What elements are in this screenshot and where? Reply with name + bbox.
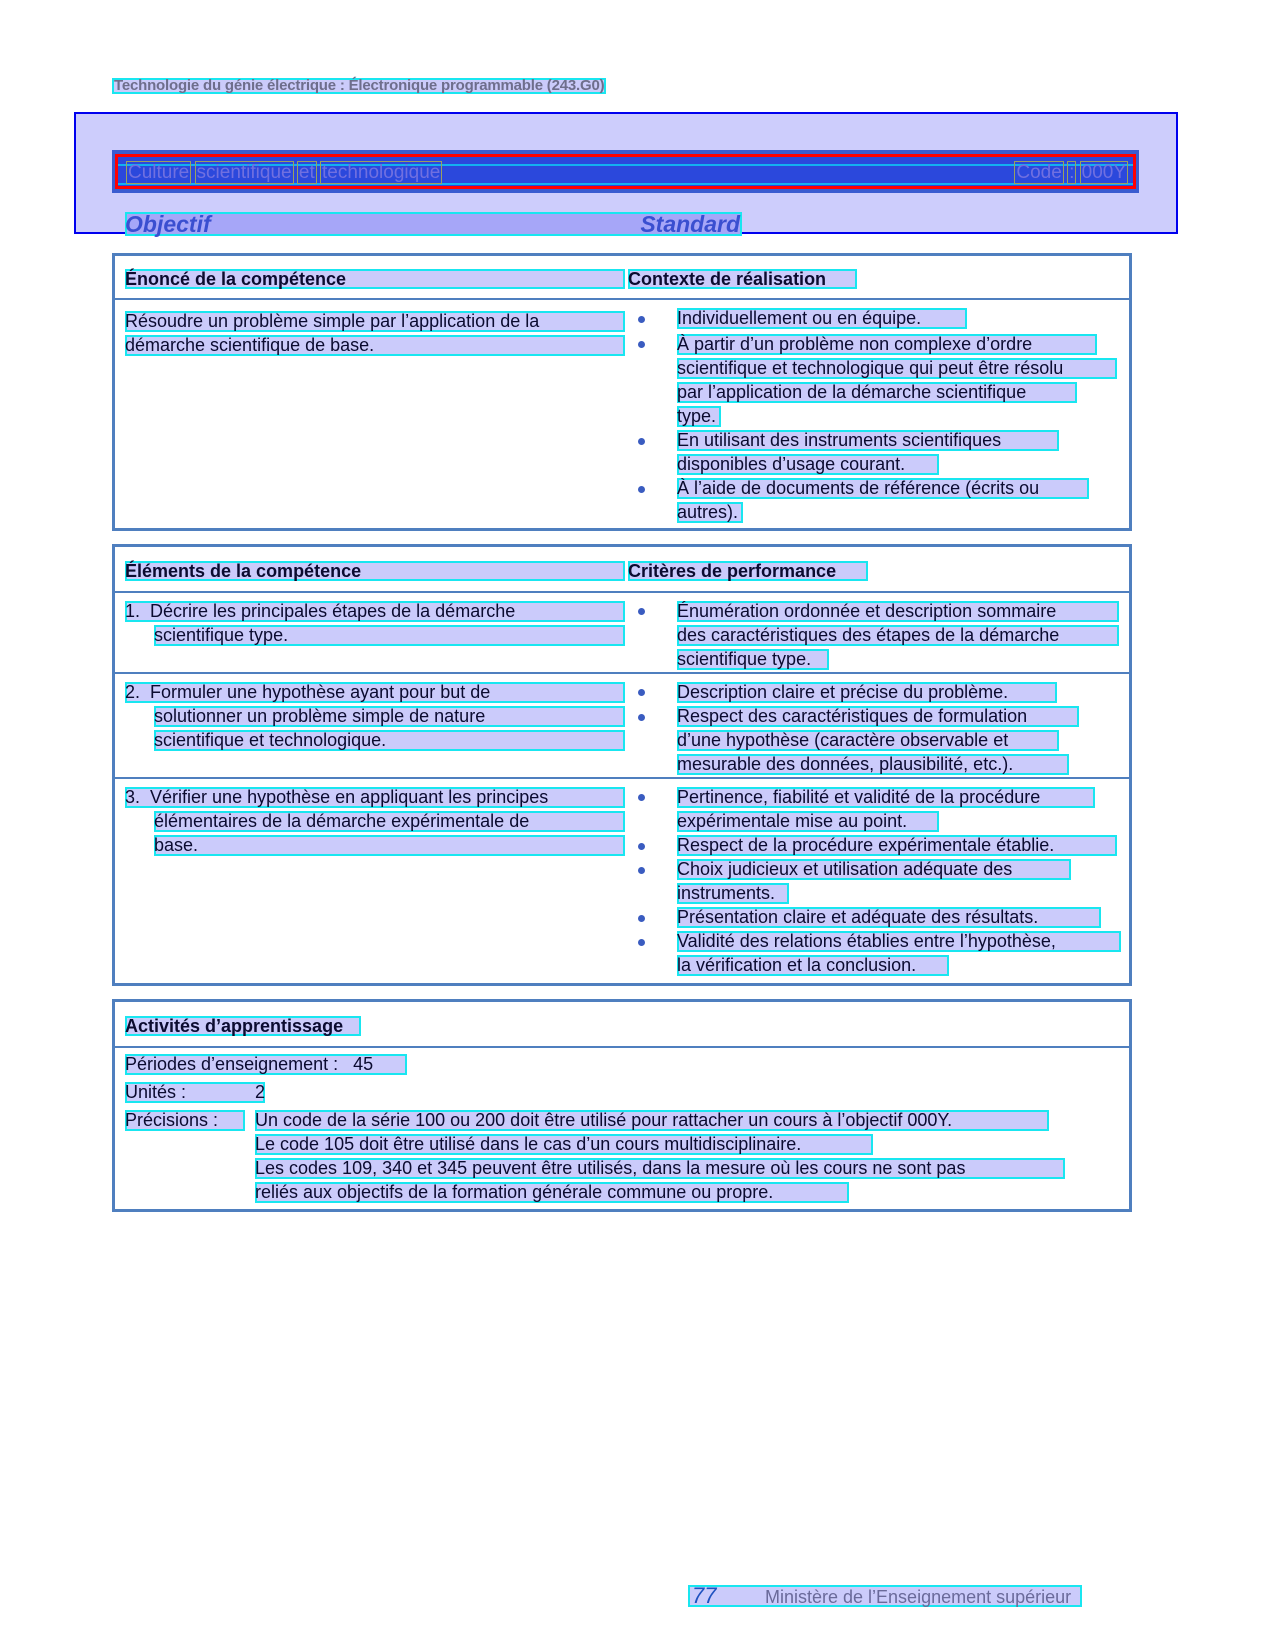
- context-item-line: Individuellement ou en équipe.: [677, 308, 967, 329]
- precisions-line: Le code 105 doit être utilisé dans le cas d’un cours multidisciplinaire.: [255, 1134, 873, 1155]
- context-item-line: En utilisant des instruments scientifiques: [677, 430, 1059, 451]
- periods-row: [125, 1054, 407, 1075]
- code-separator: :: [1069, 162, 1075, 183]
- criterion-line: mesurable des données, plausibilité, etc.).: [677, 754, 1069, 775]
- context-item-line: autres).: [677, 502, 743, 523]
- standard-label: Standard: [640, 211, 740, 237]
- criterion-line: Validité des relations établies entre l’hypothèse,: [677, 931, 1121, 952]
- running-header: Technologie du génie électrique : Électronique programmable (243.G0): [114, 77, 605, 94]
- competence-statement-line: démarche scientifique de base.: [125, 335, 625, 356]
- element-line: 2. Formuler une hypothèse ayant pour but de: [125, 682, 625, 703]
- code-value: 000Y: [1081, 162, 1126, 183]
- units-label: Unités :: [125, 1082, 187, 1102]
- periods-label: Périodes d’enseignement :: [125, 1054, 339, 1074]
- precisions-line: reliés aux objectifs de la formation générale commune ou propre.: [255, 1182, 849, 1203]
- element-line: 3. Vérifier une hypothèse en appliquant les principes: [125, 787, 625, 808]
- competence-statement-header: Énoncé de la compétence: [125, 269, 625, 289]
- element-number: 3.: [125, 787, 141, 807]
- bullet-icon: [638, 486, 645, 493]
- course-title: [127, 162, 441, 184]
- element-line: 1. Décrire les principales étapes de la démarche: [125, 601, 625, 622]
- element-line: solutionner un problème simple de nature: [154, 706, 625, 727]
- criterion-line: Description claire et précise du problème.: [677, 682, 1057, 703]
- precisions-line: Les codes 109, 340 et 345 peuvent être utilisés, dans la mesure où les cours ne sont pas: [255, 1158, 1065, 1179]
- criterion-line: Pertinence, fiabilité et validité de la procédure: [677, 787, 1095, 808]
- course-title-word: et: [298, 162, 315, 183]
- bullet-icon: [638, 316, 645, 323]
- activities-table: [112, 999, 1132, 1212]
- page-footer: [688, 1585, 1082, 1607]
- competence-table-header: [115, 256, 1129, 300]
- page-number: 77: [692, 1583, 717, 1608]
- criterion-line: instruments.: [677, 883, 789, 904]
- row-divider: [115, 777, 1129, 779]
- context-item-line: disponibles d’usage courant.: [677, 454, 939, 475]
- context-header: Contexte de réalisation: [628, 269, 857, 289]
- objectif-standard-row: [125, 212, 742, 236]
- competence-table: [112, 253, 1132, 531]
- context-item-line: À partir d’un problème non complexe d’ordre: [677, 334, 1097, 355]
- criteria-header: Critères de performance: [628, 561, 868, 581]
- competence-statement-line: Résoudre un problème simple par l’application de la: [125, 311, 625, 332]
- course-title-word: scientifique: [196, 162, 292, 183]
- bullet-icon: [638, 794, 645, 801]
- elements-table: [112, 544, 1132, 986]
- code-label: Code: [1016, 162, 1062, 183]
- criterion-line: Respect de la procédure expérimentale établie.: [677, 835, 1117, 856]
- criterion-line: expérimentale mise au point.: [677, 811, 939, 832]
- course-title-word: Culture: [128, 162, 190, 183]
- periods-value: 45: [353, 1054, 374, 1074]
- element-line: scientifique type.: [154, 625, 625, 646]
- bullet-icon: [638, 608, 645, 615]
- element-line: base.: [154, 835, 625, 856]
- elements-table-header: [115, 547, 1129, 593]
- bullet-icon: [638, 843, 645, 850]
- bullet-icon: [638, 915, 645, 922]
- element-line: scientifique et technologique.: [154, 730, 625, 751]
- objectif-label: Objectif: [125, 211, 211, 237]
- activities-table-header: [115, 1002, 1129, 1048]
- bullet-icon: [638, 867, 645, 874]
- context-item-line: par l’application de la démarche scientifique: [677, 382, 1077, 403]
- criterion-line: Énumération ordonnée et description sommaire: [677, 601, 1119, 622]
- criterion-line: Choix judicieux et utilisation adéquate des: [677, 859, 1071, 880]
- course-code: [1015, 162, 1127, 184]
- element-number: 1.: [125, 601, 141, 621]
- element-line: élémentaires de la démarche expérimentale de: [154, 811, 625, 832]
- course-title-word: technologique: [322, 162, 441, 183]
- precisions-label: Précisions :: [125, 1110, 245, 1131]
- context-item-line: À l’aide de documents de référence (écrits ou: [677, 478, 1089, 499]
- row-divider: [115, 672, 1129, 674]
- criterion-line: Respect des caractéristiques de formulation: [677, 706, 1079, 727]
- bullet-icon: [638, 689, 645, 696]
- units-value: 2: [255, 1082, 266, 1102]
- criterion-line: des caractéristiques des étapes de la démarche: [677, 625, 1119, 646]
- element-number: 2.: [125, 682, 141, 702]
- bullet-icon: [638, 714, 645, 721]
- criterion-line: scientifique type.: [677, 649, 829, 670]
- context-item-line: scientifique et technologique qui peut être résolu: [677, 358, 1117, 379]
- criterion-line: d’une hypothèse (caractère observable et: [677, 730, 1059, 751]
- units-row: [125, 1082, 265, 1103]
- elements-header: Éléments de la compétence: [125, 561, 625, 581]
- course-title-band: [112, 150, 1139, 193]
- ministry-name: Ministère de l’Enseignement supérieur: [765, 1587, 1072, 1607]
- precisions-line: Un code de la série 100 ou 200 doit être utilisé pour rattacher un cours à l’objectif 000Y.: [255, 1110, 1049, 1131]
- context-item-line: type.: [677, 406, 721, 427]
- bullet-icon: [638, 438, 645, 445]
- criterion-line: la vérification et la conclusion.: [677, 955, 949, 976]
- activities-header: Activités d’apprentissage: [125, 1016, 361, 1036]
- bullet-icon: [638, 341, 645, 348]
- criterion-line: Présentation claire et adéquate des résultats.: [677, 907, 1101, 928]
- bullet-icon: [638, 939, 645, 946]
